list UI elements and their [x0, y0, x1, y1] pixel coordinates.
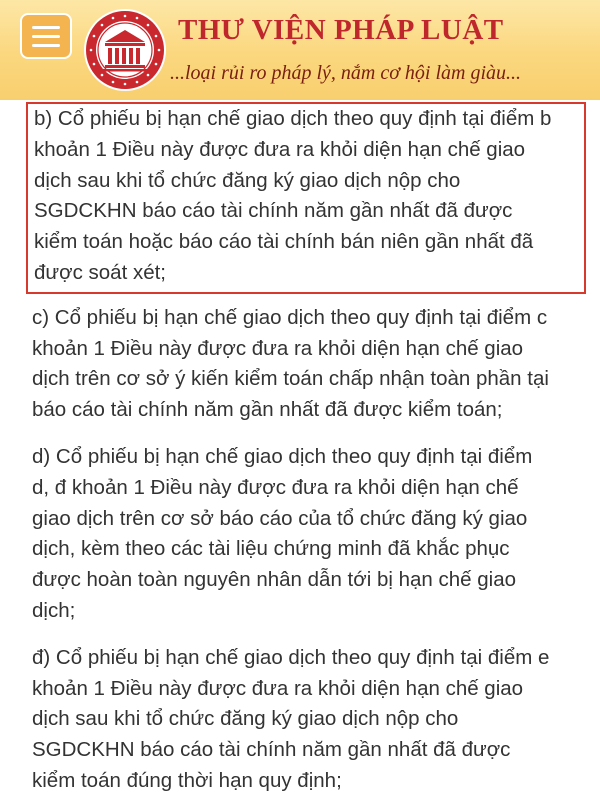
text-line: b) Cổ phiếu bị hạn chế giao dịch theo quy định tại điểm b	[34, 107, 552, 130]
text-line: c) Cổ phiếu bị hạn chế giao dịch theo quy định tại điểm c	[32, 305, 548, 329]
paragraph-d	[32, 442, 580, 627]
paragraph-b-highlighted	[26, 102, 586, 294]
text-line: dịch sau khi tổ chức đăng ký giao dịch nộp cho	[32, 707, 459, 731]
text-line: SGDCKHN báo cáo tài chính năm gần nhất đã được	[34, 199, 513, 223]
text-line: được hoàn toàn nguyên nhân dẫn tới bị hạn chế giao	[32, 568, 517, 592]
text-line: khoản 1 Điều này được đưa ra khỏi diện hạn chế giao	[32, 336, 524, 360]
text-line: kiểm toán đúng thời hạn quy định;	[32, 768, 342, 792]
text-line: được soát xét;	[34, 260, 166, 284]
site-slogan: ...loại rủi ro pháp lý, nắm cơ hội làm giàu...	[170, 62, 522, 84]
text-line: dịch, kèm theo các tài liệu chứng minh đã khắc phục	[32, 537, 510, 561]
article-content	[32, 102, 580, 797]
text-line: dịch sau khi tổ chức đăng ký giao dịch nộp cho	[34, 168, 461, 192]
text-line: báo cáo tài chính năm gần nhất đã được kiểm toán;	[32, 398, 503, 422]
text-line: khoản 1 Điều này được đưa ra khỏi diện hạn chế giao	[32, 676, 524, 700]
text-line: khoản 1 Điều này được đưa ra khỏi diện hạn chế giao	[34, 137, 526, 161]
text-line: d, đ khoản 1 Điều này được đưa ra khỏi diện hạn chế	[32, 475, 519, 499]
text-line: kiểm toán hoặc báo cáo tài chính bán niên gần nhất đã	[34, 230, 534, 254]
paragraph-c	[32, 303, 580, 426]
text-line: dịch;	[32, 598, 76, 622]
site-logo-icon[interactable]	[83, 8, 167, 92]
site-title[interactable]: THƯ VIỆN PHÁP LUẬT	[178, 14, 504, 46]
text-line: đ) Cổ phiếu bị hạn chế giao dịch theo quy định tại điểm e	[32, 645, 550, 669]
text-line: d) Cổ phiếu bị hạn chế giao dịch theo quy định tại điểm	[32, 444, 533, 468]
hamburger-menu-icon[interactable]	[20, 13, 72, 59]
site-header	[0, 0, 600, 100]
paragraph-dd	[32, 643, 580, 797]
text-line: dịch trên cơ sở ý kiến kiểm toán chấp nhận toàn phần tại	[32, 367, 549, 391]
text-line: SGDCKHN báo cáo tài chính năm gần nhất đã được	[32, 738, 511, 762]
text-line: giao dịch trên cơ sở báo cáo của tổ chức đăng ký giao	[32, 506, 528, 530]
